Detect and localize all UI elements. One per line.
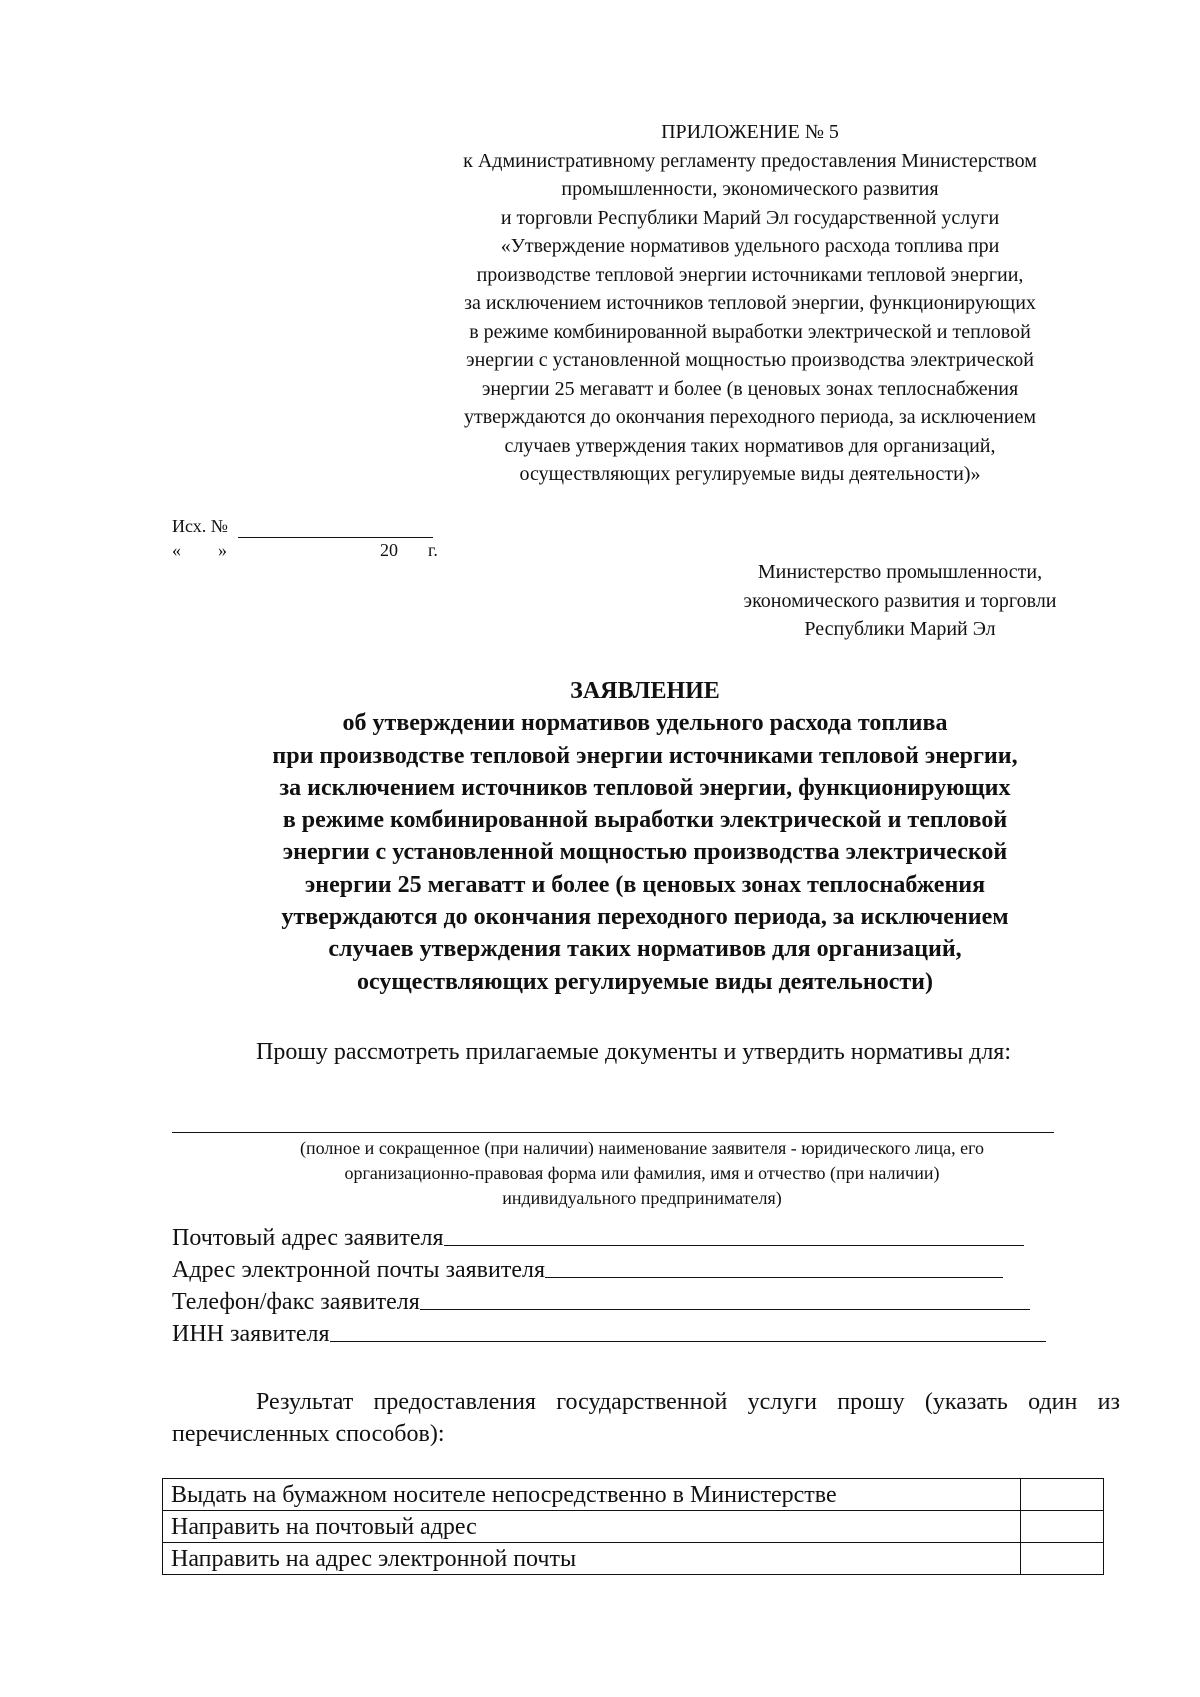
quote-close: » xyxy=(218,540,227,560)
title-line: случаев утверждения таких нормативов для организаций, xyxy=(328,936,962,963)
result-paragraph: Результат предоставления государственной услуги прошу (указать один из перечисленных способов): xyxy=(172,1389,1120,1447)
title-line: энергии 25 мегаватт и более (в ценовых зонах теплоснабжения xyxy=(304,871,986,898)
email-row xyxy=(172,1252,1046,1284)
request-paragraph: Прошу рассмотреть прилагаемые документы и утвердить нормативы для: xyxy=(256,1039,1012,1065)
phone-label: Телефон/факс заявителя xyxy=(172,1289,420,1315)
phone-field[interactable] xyxy=(420,1285,1030,1310)
applicant-caption xyxy=(172,1136,1112,1211)
appendix-line: промышленности, экономического развития xyxy=(561,178,939,200)
title-line: энергии с установленной мощностью производства электрической xyxy=(282,839,1008,866)
appendix-line: осуществляющих регулируемые виды деятельности)» xyxy=(519,463,981,485)
option-check-cell[interactable] xyxy=(1021,1543,1104,1575)
title-line: осуществляющих регулируемые виды деятельности) xyxy=(357,968,933,995)
inn-label: ИНН заявителя xyxy=(172,1321,330,1347)
addressee-line: экономического развития и торговли xyxy=(743,589,1057,612)
option-row xyxy=(163,1511,1104,1543)
option-label: Выдать на бумажном носителе непосредственно в Министерстве xyxy=(163,1479,1021,1511)
title-line: утверждаются до окончания переходного периода, за исключением xyxy=(281,904,1009,931)
appendix-line: ПРИЛОЖЕНИЕ № 5 xyxy=(661,121,839,143)
outgoing-block xyxy=(172,514,452,562)
applicant-fields xyxy=(172,1220,1046,1348)
phone-row xyxy=(172,1284,1046,1316)
outgoing-number-field[interactable] xyxy=(238,517,433,538)
appendix-line: энергии 25 мегаватт и более (в ценовых зонах теплоснабжения xyxy=(481,377,1019,400)
option-row xyxy=(163,1479,1104,1511)
postal-address-label: Почтовый адрес заявителя xyxy=(172,1225,444,1251)
outgoing-number-label: Исх. № xyxy=(172,516,228,536)
option-check-cell[interactable] xyxy=(1021,1511,1104,1543)
applicant-name-field[interactable] xyxy=(172,1132,1054,1133)
addressee-block xyxy=(660,558,1140,644)
appendix-line: утверждаются до окончания переходного периода, за исключением xyxy=(464,406,1036,428)
inn-field[interactable] xyxy=(330,1317,1046,1342)
appendix-line: энергии с установленной мощностью производства электрической xyxy=(466,349,1034,371)
title-line: за исключением источников тепловой энергии, функционирующих xyxy=(279,774,1011,801)
quote-open: « xyxy=(172,540,181,560)
email-field[interactable] xyxy=(545,1253,1003,1278)
appendix-header xyxy=(400,118,1100,489)
year-suffix: г. xyxy=(428,540,438,560)
inn-row xyxy=(172,1316,1046,1348)
appendix-line: случаев утверждения таких нормативов для организаций, xyxy=(504,434,996,457)
title-line: при производстве тепловой энергии источниками тепловой энергии, xyxy=(272,742,1018,769)
caption-line: индивидуального предпринимателя) xyxy=(502,1188,782,1208)
appendix-line: в режиме комбинированной выработки электрической и тепловой xyxy=(469,320,1031,343)
title-line: в режиме комбинированной выработки электрической и тепловой xyxy=(282,807,1008,834)
caption-line: (полное и сокращенное (при наличии) наименование заявителя - юридического лица, его xyxy=(299,1138,985,1158)
appendix-line: и торговли Республики Марий Эл государственной услуги xyxy=(500,206,1000,229)
appendix-line: за исключением источников тепловой энергии, функционирующих xyxy=(464,292,1036,314)
option-label: Направить на почтовый адрес xyxy=(163,1511,1021,1543)
option-check-cell[interactable] xyxy=(1021,1479,1104,1511)
option-row xyxy=(163,1543,1104,1575)
appendix-line: к Административному регламенту предоставления Министерством xyxy=(463,149,1037,172)
addressee-line: Республики Марий Эл xyxy=(804,618,996,640)
caption-line: организационно-правовая форма или фамилия, имя и отчество (при наличии) xyxy=(344,1163,940,1183)
appendix-line: производстве тепловой энергии источниками тепловой энергии, xyxy=(476,263,1024,286)
outgoing-date-row xyxy=(172,538,452,562)
appendix-line: «Утверждение нормативов удельного расхода топлива при xyxy=(500,235,1000,257)
email-label: Адрес электронной почты заявителя xyxy=(172,1257,546,1283)
option-label: Направить на адрес электронной почты xyxy=(163,1543,1021,1575)
postal-address-field[interactable] xyxy=(444,1221,1024,1246)
delivery-options-table xyxy=(162,1478,1104,1575)
document-title xyxy=(150,675,1140,998)
postal-address-row xyxy=(172,1220,1046,1252)
year-prefix: 20 xyxy=(380,540,398,560)
title-line: ЗАЯВЛЕНИЕ xyxy=(570,678,720,704)
addressee-line: Министерство промышленности, xyxy=(757,561,1043,583)
title-line: об утверждении нормативов удельного расхода топлива xyxy=(342,710,948,737)
